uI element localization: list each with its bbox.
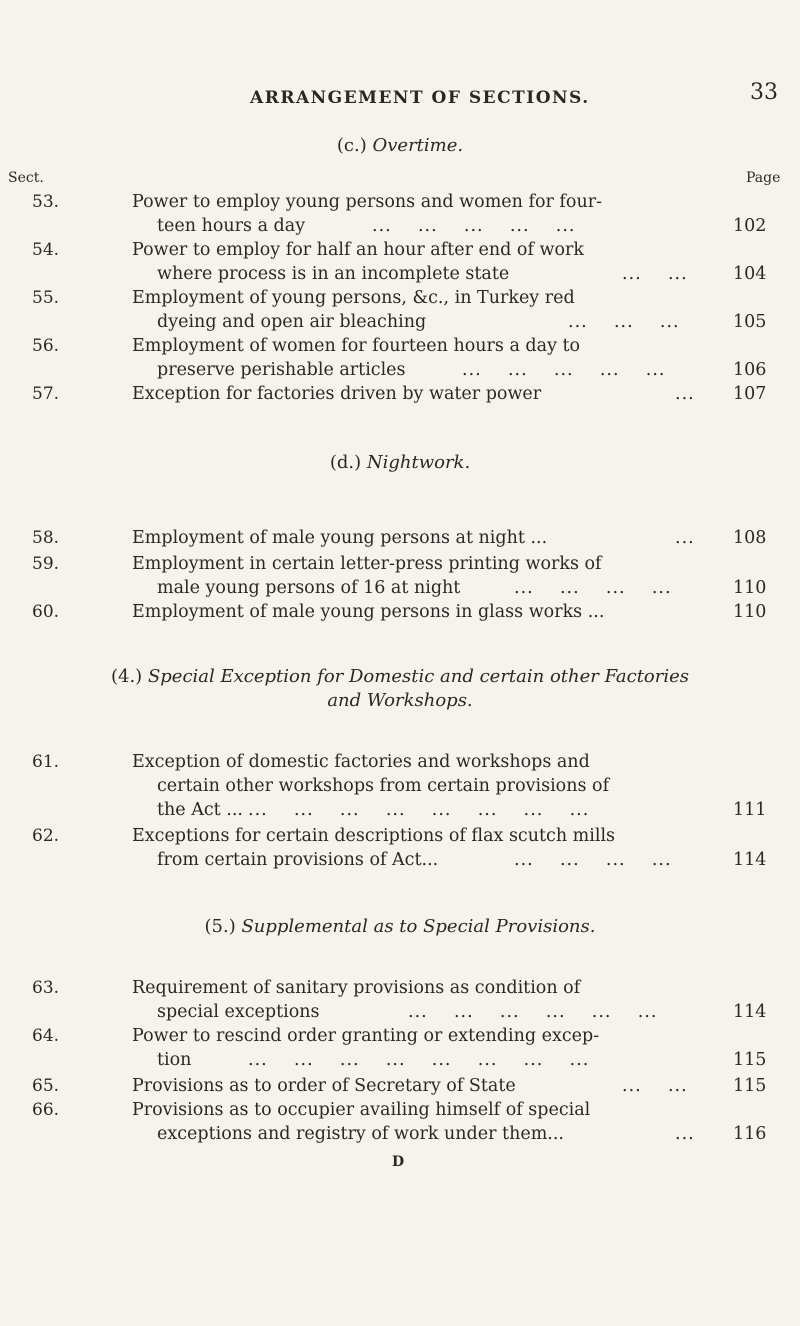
section-heading-supplemental	[0, 916, 800, 937]
entry-page: 116	[733, 1124, 767, 1144]
entry-text: exceptions and registry of work under them...	[157, 1124, 564, 1144]
leader-dots: ... ... ... ...	[514, 850, 672, 870]
signature-mark: D	[392, 1154, 405, 1170]
entry-number: 58.	[32, 528, 60, 548]
leader-dots: ...	[675, 1124, 695, 1144]
entry-text: Exception for factories driven by water power	[132, 384, 542, 404]
section-title: Special Exception for Domestic and certain other Factories	[147, 666, 690, 687]
entry-text: tion	[157, 1050, 192, 1070]
entry-text: male young persons of 16 at night	[157, 578, 461, 598]
section-label: (d.)	[329, 452, 362, 473]
leader-dots: ... ... ... ... ... ... ... ...	[248, 800, 590, 820]
entry-text: Employment of young persons, &c., in Turkey red	[132, 288, 575, 308]
entry-page: 106	[733, 360, 767, 380]
entry-page: 105	[733, 312, 767, 332]
entry-number: 63.	[32, 978, 60, 998]
entry-text: Exceptions for certain descriptions of flax scutch mills	[132, 826, 616, 846]
entry-page: 110	[733, 578, 767, 598]
entry-text: teen hours a day	[157, 216, 306, 236]
section-label: (5.)	[204, 916, 236, 937]
section-heading-overtime	[0, 135, 800, 156]
entry-number: 53.	[32, 192, 60, 212]
running-head: ARRANGEMENT OF SECTIONS.	[250, 88, 590, 108]
entry-text: special exceptions	[157, 1002, 320, 1022]
leader-dots: ... ... ... ...	[514, 578, 672, 598]
entry-text: preserve perishable articles	[157, 360, 406, 380]
section-title: Supplemental as to Special Provisions.	[241, 916, 596, 937]
entry-text: Exception of domestic factories and workshops and	[132, 752, 590, 772]
entry-text: Employment of women for fourteen hours a day to	[132, 336, 581, 356]
entry-page: 111	[733, 800, 767, 820]
entry-number: 62.	[32, 826, 60, 846]
entry-page: 115	[733, 1050, 767, 1070]
entry-text: where process is in an incomplete state	[157, 264, 510, 284]
entry-text: Employment in certain letter-press printing works of	[132, 554, 602, 574]
entry-number: 59.	[32, 554, 60, 574]
entry-text: from certain provisions of Act...	[157, 850, 439, 870]
entry-number: 57.	[32, 384, 60, 404]
leader-dots: ... ... ... ... ... ...	[408, 1002, 658, 1022]
section-label: (c.)	[336, 135, 367, 156]
entry-page: 107	[733, 384, 767, 404]
entry-page: 110	[733, 602, 767, 622]
section-label: (4.)	[110, 666, 143, 687]
entry-number: 65.	[32, 1076, 60, 1096]
leader-dots: ...	[675, 384, 695, 404]
leader-dots: ... ... ... ... ... ... ... ...	[248, 1050, 590, 1070]
entry-page: 114	[733, 850, 767, 870]
entry-page: 102	[733, 216, 767, 236]
entry-number: 66.	[32, 1100, 60, 1120]
entry-number: 56.	[32, 336, 60, 356]
section-title-continued: and Workshops.	[327, 690, 473, 711]
entry-text: Employment of male young persons at night ...	[132, 528, 548, 548]
section-title: Nightwork.	[366, 452, 471, 473]
section-heading-special-exception	[0, 666, 800, 687]
entry-page: 108	[733, 528, 767, 548]
entry-text: Power to employ for half an hour after end of work	[132, 240, 584, 260]
leader-dots: ... ... ... ... ...	[372, 216, 576, 236]
entry-text: Employment of male young persons in glass works ...	[132, 602, 605, 622]
sect-column-header: Sect.	[8, 170, 44, 186]
entry-page: 104	[733, 264, 767, 284]
leader-dots: ...	[675, 528, 695, 548]
entry-text: Requirement of sanitary provisions as condition of	[132, 978, 581, 998]
entry-text: Provisions as to order of Secretary of State	[132, 1076, 516, 1096]
leader-dots: ... ...	[622, 1076, 688, 1096]
page-number: 33	[750, 80, 778, 105]
entry-number: 60.	[32, 602, 60, 622]
entry-text: certain other workshops from certain provisions of	[157, 776, 610, 796]
leader-dots: ... ... ...	[568, 312, 680, 332]
entry-page: 114	[733, 1002, 767, 1022]
leader-dots: ... ...	[622, 264, 688, 284]
leader-dots: ... ... ... ... ...	[462, 360, 666, 380]
section-heading-nightwork	[0, 452, 800, 473]
entry-number: 54.	[32, 240, 60, 260]
entry-page: 115	[733, 1076, 767, 1096]
entry-text: Power to employ young persons and women for four-	[132, 192, 602, 212]
entry-text: Power to rescind order granting or extending excep-	[132, 1026, 600, 1046]
entry-number: 64.	[32, 1026, 60, 1046]
entry-text: dyeing and open air bleaching	[157, 312, 427, 332]
entry-text: the Act ...	[157, 800, 243, 820]
entry-text: Provisions as to occupier availing himself of special	[132, 1100, 591, 1120]
section-title: Overtime.	[372, 135, 464, 156]
entry-number: 61.	[32, 752, 60, 772]
page-column-header: Page	[746, 170, 781, 186]
entry-number: 55.	[32, 288, 60, 308]
